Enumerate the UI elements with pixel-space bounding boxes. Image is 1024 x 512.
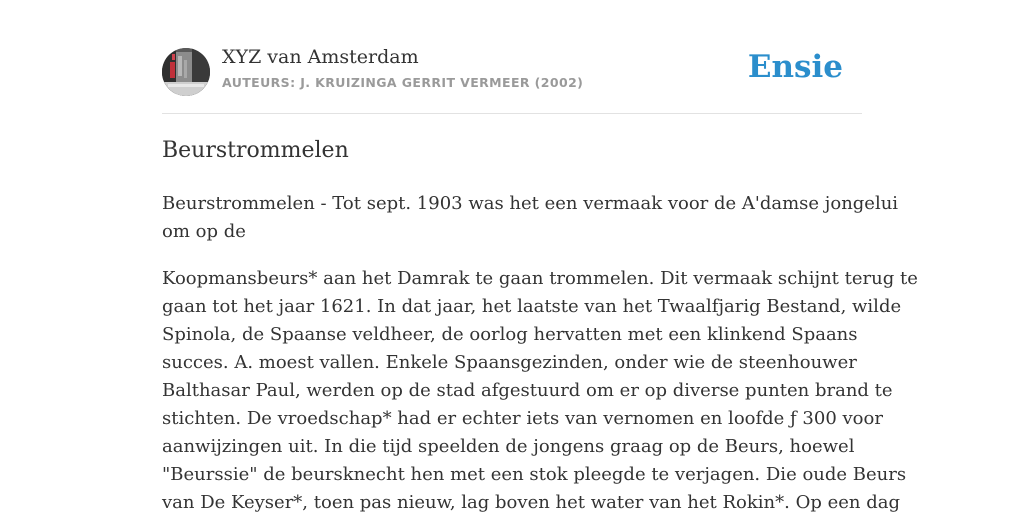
paragraph-line: van De Keyser*, toen pas nieuw, lag boven het water van het Rokin*. Op een dag xyxy=(162,492,900,512)
paragraph-line: aanwijzingen uit. In die tijd speelden de jongens graag op de Beurs, hoewel xyxy=(162,436,855,457)
paragraph-line: om op de xyxy=(162,221,246,242)
paragraph-line: Balthasar Paul, werden op de stad afgestuurd om er op diverse punten brand te xyxy=(162,380,893,401)
paragraph-line: Spinola, de Spaanse veldheer, de oorlog hervatten met een klinkend Spaans xyxy=(162,324,858,345)
header-divider xyxy=(162,113,862,114)
paragraph-line: "Beurssie" de beursknecht hen met een stok pleegde te verjagen. Die oude Beurs xyxy=(162,464,907,485)
paragraph-1 xyxy=(162,190,899,246)
paragraph-line: Beurstrommelen - Tot sept. 1903 was het een vermaak voor de A'damse jongelui xyxy=(162,193,899,214)
book-title[interactable]: XYZ van Amsterdam xyxy=(222,46,419,68)
paragraph-line: Koopmansbeurs* aan het Damrak te gaan trommelen. Dit vermaak schijnt terug te xyxy=(162,268,918,289)
paragraph-line: stichten. De vroedschap* had er echter iets van vernomen en loofde ƒ 300 voor xyxy=(162,408,883,429)
paragraph-line: gaan tot het jaar 1621. In dat jaar, het laatste van het Twaalfjarig Bestand, wilde xyxy=(162,296,902,317)
ensie-logo[interactable]: Ensie xyxy=(747,49,843,85)
header xyxy=(162,46,862,96)
paragraph-2 xyxy=(162,265,918,512)
book-cover-thumbnail-icon[interactable] xyxy=(162,48,210,96)
authors-line: AUTEURS: J. KRUIZINGA GERRIT VERMEER (2002) xyxy=(222,75,584,90)
paragraph-line: succes. A. moest vallen. Enkele Spaansgezinden, onder wie de steenhouwer xyxy=(162,352,857,373)
entry-title: Beurstrommelen xyxy=(162,138,349,163)
